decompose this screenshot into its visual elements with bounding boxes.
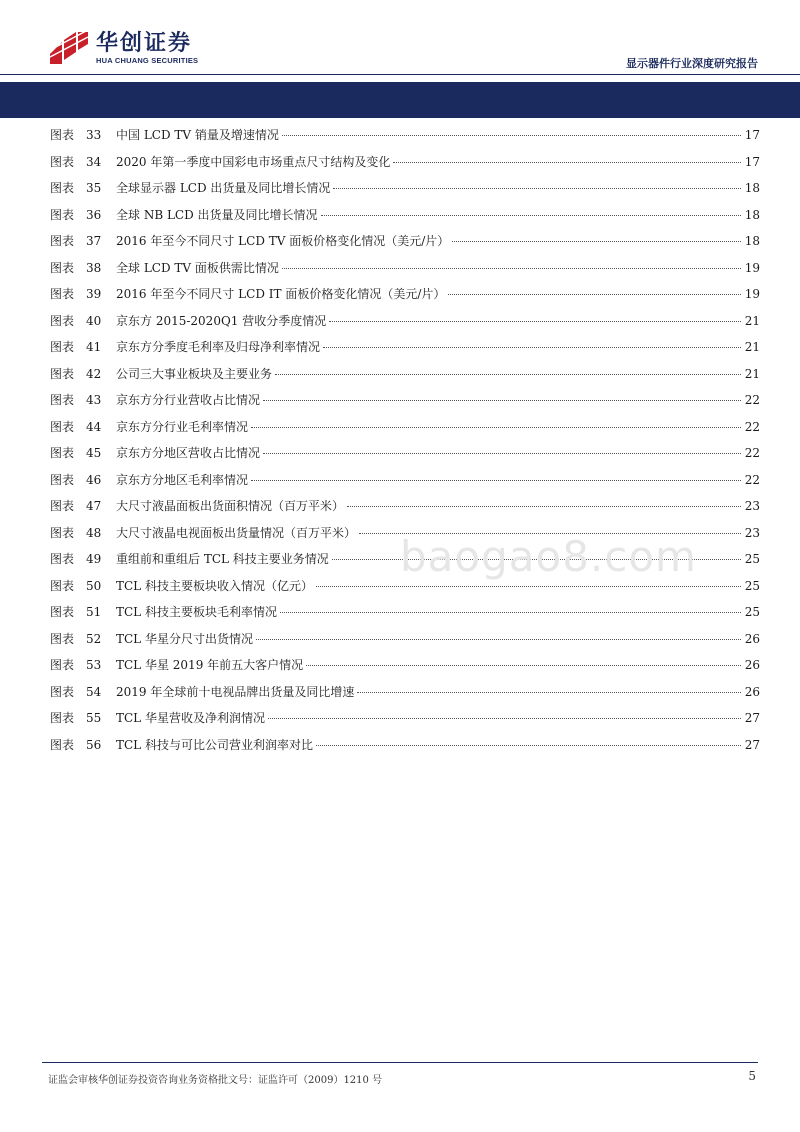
figure-title: TCL 华星 2019 年前五大客户情况 xyxy=(116,658,304,672)
dot-leader xyxy=(251,480,741,481)
figure-page: 23 xyxy=(744,499,760,513)
figure-page: 19 xyxy=(744,260,760,275)
page-header xyxy=(0,0,800,118)
figure-number: 36 xyxy=(86,207,102,222)
figure-label: 图表 xyxy=(50,472,75,487)
toc-entry[interactable] xyxy=(50,630,760,657)
logo-mark-icon xyxy=(48,30,90,66)
page-number: 5 xyxy=(748,1069,756,1083)
toc-entry[interactable] xyxy=(50,232,760,259)
figure-number: 50 xyxy=(86,578,102,593)
figure-title: TCL 科技主要板块毛利率情况 xyxy=(116,605,277,619)
figure-title: 京东方分行业营收占比情况 xyxy=(116,393,261,407)
figure-label: 图表 xyxy=(50,128,75,142)
figure-label: 图表 xyxy=(50,313,75,328)
figure-label: 图表 xyxy=(50,393,75,407)
report-title: 显示器件行业深度研究报告 xyxy=(626,57,758,70)
toc-entry[interactable] xyxy=(50,497,760,524)
toc-entry[interactable] xyxy=(50,736,760,763)
dot-leader xyxy=(251,427,741,428)
dot-leader xyxy=(333,188,741,189)
figure-label: 图表 xyxy=(50,287,75,301)
logo-english-name: HUA CHUANG SECURITIES xyxy=(96,55,199,65)
figure-label: 图表 xyxy=(50,260,75,275)
toc-entry[interactable] xyxy=(50,656,760,683)
figure-label: 图表 xyxy=(50,207,75,222)
dot-leader xyxy=(359,533,741,534)
header-divider xyxy=(0,74,800,75)
figure-label: 图表 xyxy=(50,578,75,593)
toc-entry[interactable] xyxy=(50,312,760,339)
figure-number: 46 xyxy=(86,472,102,487)
figure-title: 2016 年至今不同尺寸 LCD IT 面板价格变化情况（美元/片） xyxy=(116,287,446,301)
figure-number: 54 xyxy=(86,684,102,699)
figure-label: 图表 xyxy=(50,525,75,540)
dot-leader xyxy=(329,321,741,322)
dot-leader xyxy=(282,135,741,136)
figure-label: 图表 xyxy=(50,499,75,513)
figure-number: 35 xyxy=(86,181,102,195)
figure-title: 中国 LCD TV 销量及增速情况 xyxy=(116,128,279,142)
figure-label: 图表 xyxy=(50,181,75,195)
figure-number: 49 xyxy=(86,552,102,566)
figure-label: 图表 xyxy=(50,366,75,381)
figure-label: 图表 xyxy=(50,234,75,248)
figure-label: 图表 xyxy=(50,658,75,672)
figure-title: TCL 华星分尺寸出货情况 xyxy=(116,631,253,646)
figure-label: 图表 xyxy=(50,605,75,619)
figure-label: 图表 xyxy=(50,684,75,699)
dot-leader xyxy=(448,294,741,295)
figure-page: 21 xyxy=(744,366,760,381)
toc-entry[interactable] xyxy=(50,206,760,233)
figure-label: 图表 xyxy=(50,737,75,752)
dot-leader xyxy=(268,718,741,719)
figure-title: TCL 科技与可比公司营业利润率对比 xyxy=(116,737,313,752)
figure-page: 17 xyxy=(744,128,760,142)
figure-title: 2020 年第一季度中国彩电市场重点尺寸结构及变化 xyxy=(116,154,391,169)
toc-entry[interactable] xyxy=(50,285,760,312)
figure-page: 25 xyxy=(744,578,760,593)
figure-label: 图表 xyxy=(50,419,75,434)
figure-label: 图表 xyxy=(50,446,75,460)
figure-page: 22 xyxy=(744,472,760,487)
figure-number: 52 xyxy=(86,631,102,646)
figure-label: 图表 xyxy=(50,340,75,354)
figure-page: 18 xyxy=(744,207,760,222)
license-statement: 证监会审核华创证券投资咨询业务资格批文号：证监许可（2009）1210 号 xyxy=(48,1075,383,1086)
dot-leader xyxy=(316,745,741,746)
figure-page: 26 xyxy=(744,658,760,672)
figure-page: 17 xyxy=(744,154,760,169)
figure-page: 22 xyxy=(744,393,760,407)
figure-number: 37 xyxy=(86,234,102,248)
figure-page: 19 xyxy=(744,287,760,301)
figure-page: 21 xyxy=(744,313,760,328)
figure-number: 55 xyxy=(86,711,102,725)
figure-label: 图表 xyxy=(50,711,75,725)
figure-number: 39 xyxy=(86,287,102,301)
dot-leader xyxy=(306,665,741,666)
toc-entry[interactable] xyxy=(50,365,760,392)
figure-page: 27 xyxy=(744,711,760,725)
company-logo xyxy=(48,30,198,66)
figure-number: 34 xyxy=(86,154,102,169)
figure-title: 京东方分地区营收占比情况 xyxy=(116,446,261,460)
dot-leader xyxy=(282,268,741,269)
figure-number: 44 xyxy=(86,419,102,434)
figure-title: 京东方分行业毛利率情况 xyxy=(116,419,249,434)
figure-label: 图表 xyxy=(50,631,75,646)
figure-page: 18 xyxy=(744,234,760,248)
toc-entry[interactable] xyxy=(50,126,760,153)
figure-page: 25 xyxy=(744,552,760,566)
figure-title: 2016 年至今不同尺寸 LCD TV 面板价格变化情况（美元/片） xyxy=(116,234,450,248)
figure-title: 重组前和重组后 TCL 科技主要业务情况 xyxy=(116,552,329,566)
toc-entry[interactable] xyxy=(50,179,760,206)
figure-number: 45 xyxy=(86,446,102,460)
figure-title: 京东方分地区毛利率情况 xyxy=(116,472,249,487)
figure-number: 53 xyxy=(86,658,102,672)
figure-title: 大尺寸液晶电视面板出货量情况（百万平米） xyxy=(116,525,357,540)
dot-leader xyxy=(357,692,741,693)
figure-index-list xyxy=(50,126,760,762)
footer-divider xyxy=(42,1062,758,1063)
figure-page: 23 xyxy=(744,525,760,540)
figure-title: 全球 LCD TV 面板供需比情况 xyxy=(116,260,279,275)
toc-entry[interactable] xyxy=(50,418,760,445)
figure-number: 38 xyxy=(86,260,102,275)
dot-leader xyxy=(332,559,741,560)
dot-leader xyxy=(347,506,741,507)
figure-title: 京东方 2015-2020Q1 营收分季度情况 xyxy=(116,313,327,328)
figure-page: 22 xyxy=(744,446,760,460)
figure-page: 18 xyxy=(744,181,760,195)
figure-number: 40 xyxy=(86,313,102,328)
figure-number: 48 xyxy=(86,525,102,540)
figure-page: 26 xyxy=(744,631,760,646)
figure-title: TCL 华星营收及净利润情况 xyxy=(116,711,265,725)
figure-number: 43 xyxy=(86,393,102,407)
figure-page: 25 xyxy=(744,605,760,619)
dot-leader xyxy=(316,586,741,587)
toc-entry[interactable] xyxy=(50,391,760,418)
figure-title: 公司三大事业板块及主要业务 xyxy=(116,366,273,381)
toc-entry[interactable] xyxy=(50,603,760,630)
figure-title: 大尺寸液晶面板出货面积情况（百万平米） xyxy=(116,499,345,513)
toc-entry[interactable] xyxy=(50,550,760,577)
toc-entry[interactable] xyxy=(50,444,760,471)
figure-label: 图表 xyxy=(50,154,75,169)
toc-entry[interactable] xyxy=(50,338,760,365)
dot-leader xyxy=(321,215,741,216)
dot-leader xyxy=(323,347,741,348)
toc-entry[interactable] xyxy=(50,153,760,180)
toc-entry[interactable] xyxy=(50,524,760,551)
figure-title: 全球显示器 LCD 出货量及同比增长情况 xyxy=(116,181,331,195)
figure-page: 22 xyxy=(744,419,760,434)
figure-number: 41 xyxy=(86,340,102,354)
figure-number: 42 xyxy=(86,366,102,381)
dot-leader xyxy=(393,162,741,163)
figure-number: 33 xyxy=(86,128,102,142)
figure-page: 27 xyxy=(744,737,760,752)
dot-leader xyxy=(280,612,741,613)
header-band xyxy=(0,82,800,118)
figure-label: 图表 xyxy=(50,552,75,566)
figure-title: 京东方分季度毛利率及归母净利率情况 xyxy=(116,340,321,354)
figure-page: 26 xyxy=(744,684,760,699)
figure-number: 51 xyxy=(86,605,102,619)
dot-leader xyxy=(256,639,741,640)
toc-entry[interactable] xyxy=(50,709,760,736)
toc-entry[interactable] xyxy=(50,471,760,498)
dot-leader xyxy=(263,400,741,401)
toc-entry[interactable] xyxy=(50,577,760,604)
dot-leader xyxy=(275,374,741,375)
figure-number: 47 xyxy=(86,499,102,513)
figure-title: 全球 NB LCD 出货量及同比增长情况 xyxy=(116,207,318,222)
toc-entry[interactable] xyxy=(50,259,760,286)
figure-page: 21 xyxy=(744,340,760,354)
figure-title: TCL 科技主要板块收入情况（亿元） xyxy=(116,578,313,593)
dot-leader xyxy=(263,453,741,454)
figure-number: 56 xyxy=(86,737,102,752)
watermark: baogao8.com xyxy=(400,532,697,581)
dot-leader xyxy=(452,241,741,242)
logo-chinese-name: 华创证券 xyxy=(96,30,193,56)
figure-title: 2019 年全球前十电视品牌出货量及同比增速 xyxy=(116,684,355,699)
toc-entry[interactable] xyxy=(50,683,760,710)
